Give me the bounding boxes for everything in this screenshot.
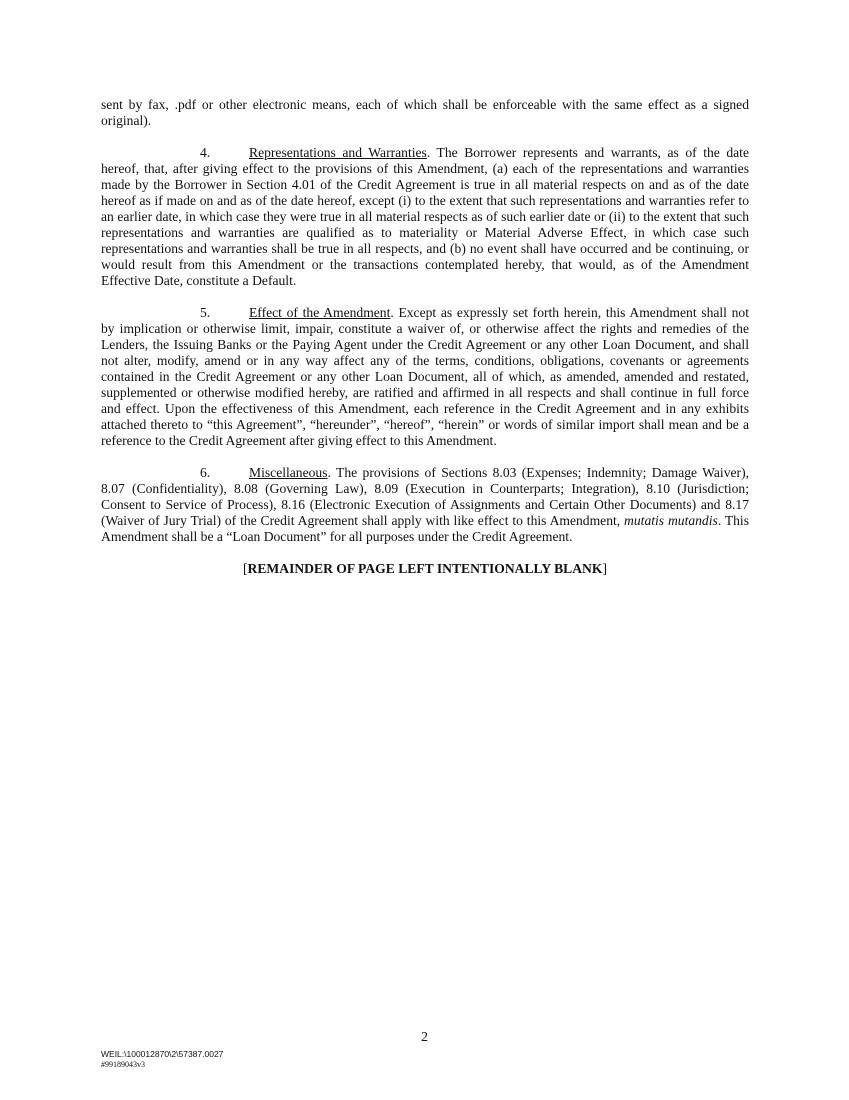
section-5-heading: Effect of the Amendment [249,305,391,320]
footer-version: #99189043v3 [101,1060,145,1069]
section-6-italic-phrase: mutatis mutandis [624,513,718,528]
remainder-open-bracket: [ [243,561,248,576]
page-number: 2 [421,1030,428,1045]
section-4-heading: Representations and Warranties [249,145,427,160]
section-6-paragraph [101,465,749,545]
remainder-close-bracket: ] [602,561,607,576]
page-content [101,97,749,577]
section-4-body: . The Borrower represents and warrants, as of the date hereof, that, after giving effect to the provisions of this Amendment, (a) each of the representations and warranties made by the Borrower in Section 4.01 of the Credit Agreement is true in all material respects on and as of the date hereof as if made on and as of the date hereof, except (i) to the extent that such representations and warranties refer to an earlier date, in which case they were true in all material respects as of such earlier date or (ii) to the extent that such representations and warranties are qualified as to materiality or Material Adverse Effect, in which case such representations and warranties shall be true in all respects, and (b) no event shall have occurred and be continuing, or would result from this Amendment or the transactions contemplated hereby, that would, as of the Amendment Effective Date, constitute a Default. [101,145,749,288]
section-6-body-start: . The provisions of Sections 8.03 (Expenses; Indemnity; Damage Waiver), 8.07 (Confidentiality), 8.08 (Governing Law), 8.09 (Execution in Counterparts; Integration), 8.10 (Jurisdiction; Consent to Service of Process), 8.16 (Electronic Execution of Assignments and Certain Other Documents) and 8.17 (Waiver of Jury Trial) of the Credit Agreement shall apply with like effect to this Amendment, [101,465,749,528]
section-5-paragraph [101,305,749,449]
section-6-number: 6. [200,465,211,480]
remainder-notice [101,561,749,577]
section-5-number: 5. [200,305,211,320]
section-5-body: . Except as expressly set forth herein, this Amendment shall not by implication or otherwise limit, impair, constitute a waiver of, or otherwise affect the rights and remedies of the Lenders, the Issuing Banks or the Paying Agent under the Credit Agreement or any other Loan Document, and shall not alter, modify, amend or in any way affect any of the terms, conditions, obligations, covenants or agreements contained in the Credit Agreement or any other Loan Document, all of which, as amended, amended and restated, supplemented or otherwise modified hereby, are ratified and affirmed in all respects and shall continue in full force and effect. Upon the effectiveness of this Amendment, each reference in the Credit Agreement and in any exhibits attached thereto to “this Agreement”, “hereunder”, “hereof”, “herein” or words of similar import shall mean and be a reference to the Credit Agreement after giving effect to this Amendment. [101,305,749,448]
section-6-heading: Miscellaneous [249,465,328,480]
remainder-text: REMAINDER OF PAGE LEFT INTENTIONALLY BLANK [247,561,603,576]
section-6-body-end: . This Amendment shall be a “Loan Document” for all purposes under the Credit Agreement. [101,513,750,544]
section-4-number: 4. [200,145,211,160]
section-4-paragraph [101,145,749,289]
intro-paragraph: sent by fax, .pdf or other electronic means, each of which shall be enforceable with the same effect as a signed original). [101,97,749,128]
footer-doc-id: WEIL:\100012870\2\57387.0027 [101,1049,224,1059]
